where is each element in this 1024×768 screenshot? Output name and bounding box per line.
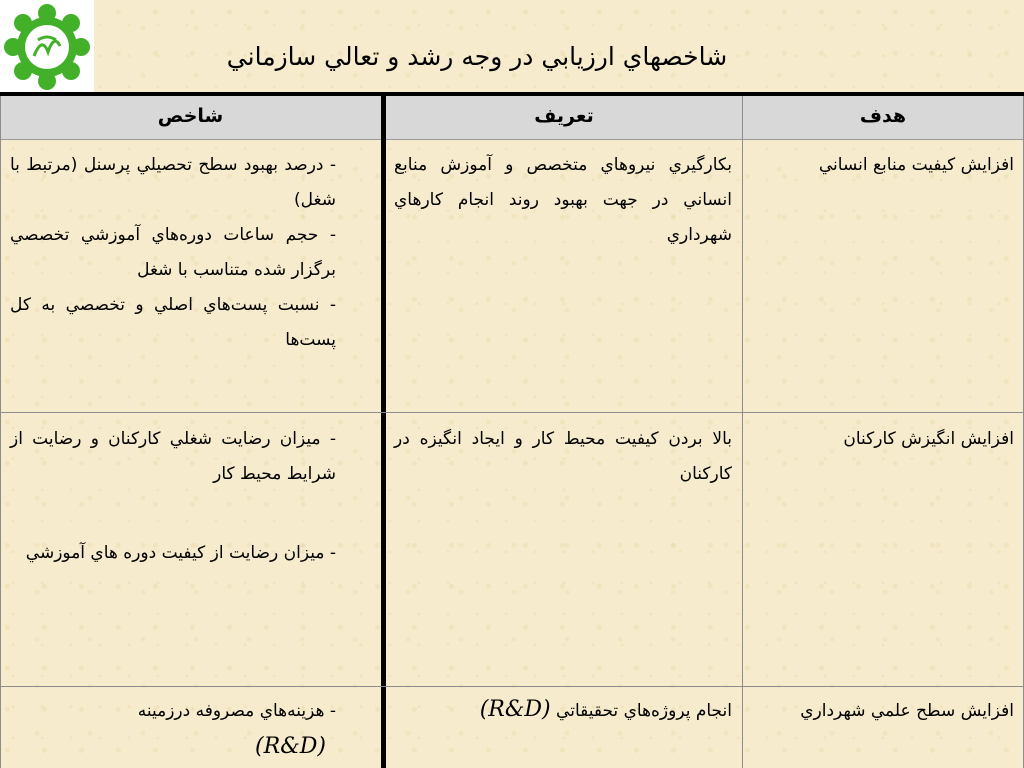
row-divider	[0, 686, 1024, 687]
rd-tag: (R&D)	[255, 734, 326, 759]
row-1-goal: افزايش كيفيت منابع انساني	[818, 155, 1014, 175]
header-goal: هدف	[859, 105, 907, 127]
row-1-definition: بكارگيري نيروهاي متخصص و آموزش منابع انساني در جهت بهبود روند انجام كارهاي شهرداري	[394, 155, 732, 245]
row-divider	[0, 412, 1024, 413]
row-3-definition	[394, 692, 732, 729]
table-left-border	[0, 96, 1, 768]
row-3-indicators	[10, 694, 336, 764]
indicator-item: - درصد بهبود سطح تحصيلي پرسنل (مرتبط با شغل)	[10, 155, 336, 210]
column-divider	[742, 96, 743, 768]
municipality-logo	[0, 0, 94, 94]
row-2-goal: افزايش انگيزش كاركنان	[843, 429, 1014, 449]
row-2-indicator-2: - ميزان رضايت از كيفيت دوره هاي آموزشي	[25, 543, 336, 563]
indicators-table	[0, 92, 1024, 768]
indicator-item: - حجم ساعات دوره‌هاي آموزشي تخصصي برگزار شده متناسب با شغل	[10, 225, 336, 280]
header-definition: تعريف	[534, 105, 594, 127]
table-header-row	[0, 96, 1024, 140]
indicator-item: - هزينه‌هاي مصروفه درزمينه	[137, 701, 336, 721]
header-indicator: شاخص	[157, 105, 224, 127]
row-1-indicators	[10, 148, 336, 358]
indicator-item: - نسبت پست‌هاي اصلي و تخصصي به كل پست‌ها	[10, 295, 336, 350]
rd-tag: (R&D)	[479, 697, 551, 722]
row-2-indicator-1: - ميزان رضايت شغلي كاركنان و رضايت از شرايط محيط كار	[10, 429, 336, 484]
definition-text: انجام پروژه‌هاي تحقيقاتي	[556, 701, 732, 721]
page-title: شاخصهاي ارزيابي در وجه رشد و تعالي سازماني	[226, 42, 728, 71]
column-divider-thick	[381, 92, 386, 768]
row-2-definition: بالا بردن كيفيت محيط كار و ايجاد انگيزه در كاركنان	[394, 429, 732, 484]
row-3-goal: افزايش سطح علمي شهرداري	[800, 701, 1014, 721]
